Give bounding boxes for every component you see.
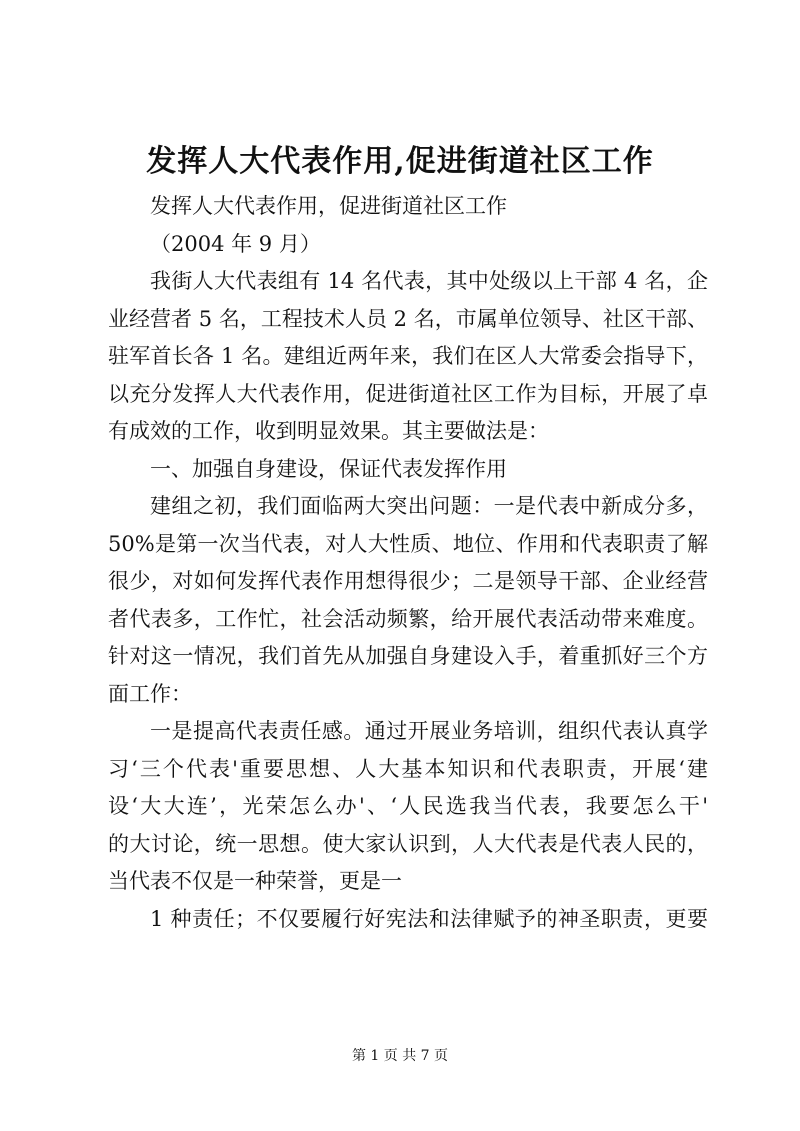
paragraph-line: 很少，对如何发挥代表作用想得很少；二是领导干部、企业经营 [108,569,708,593]
page-footer: 第 1 页 共 7 页 [351,1048,449,1064]
date-line: （2004 年 9 月） [150,231,321,256]
paragraph-line: 1 种责任；不仅要履行好宪法和法律赋予的神圣职责，更要 [150,906,708,931]
paragraph-line: 的大讨论，统一思想。使大家认识到，人大代表是代表人民的， [108,831,708,856]
paragraph-line: 建组之初，我们面临两大突出问题：一是代表中新成分多， [150,494,708,518]
paragraph-line: 业经营者 5 名，工程技术人员 2 名，市属单位领导、社区干部、 [108,306,708,331]
paragraph-line: 面工作： [108,681,192,706]
paragraph-line: 我街人大代表组有 14 名代表，其中处级以上干部 4 名，企 [150,269,708,293]
paragraph-line: 50%是第一次当代表，对人大性质、地位、作用和代表职责了解 [108,531,708,556]
paragraph-line: 驻军首长各 1 名。建组近两年来，我们在区人大常委会指导下， [108,344,708,368]
paragraph-line: 习‘三个代表'重要思想、人大基本知识和代表职责，开展‘建 [108,756,708,781]
paragraph-line: 有成效的工作，收到明显效果。其主要做法是： [108,419,549,443]
paragraph-line: 针对这一情况，我们首先从加强自身建设入手，着重抓好三个方 [108,644,708,668]
paragraph-line: 当代表不仅是一种荣誉，更是一 [108,869,402,893]
paragraph-line: 以充分发挥人大代表作用，促进街道社区工作为目标，开展了卓 [108,381,708,406]
paragraph-line: 者代表多，工作忙，社会活动频繁，给开展代表活动带来难度。 [108,606,708,631]
document-body [108,188,708,938]
section-heading: 一、加强自身建设，保证代表发挥作用 [150,456,507,481]
document-title: 发挥人大代表作用,促进街道社区工作 [146,144,654,179]
paragraph-line: 设‘大大连’，光荣怎么办'、‘人民选我当代表，我要怎么干' [108,794,708,818]
subtitle-line: 发挥人大代表作用，促进街道社区工作 [150,194,507,218]
paragraph-line: 一是提高代表责任感。通过开展业务培训，组织代表认真学 [150,719,708,743]
